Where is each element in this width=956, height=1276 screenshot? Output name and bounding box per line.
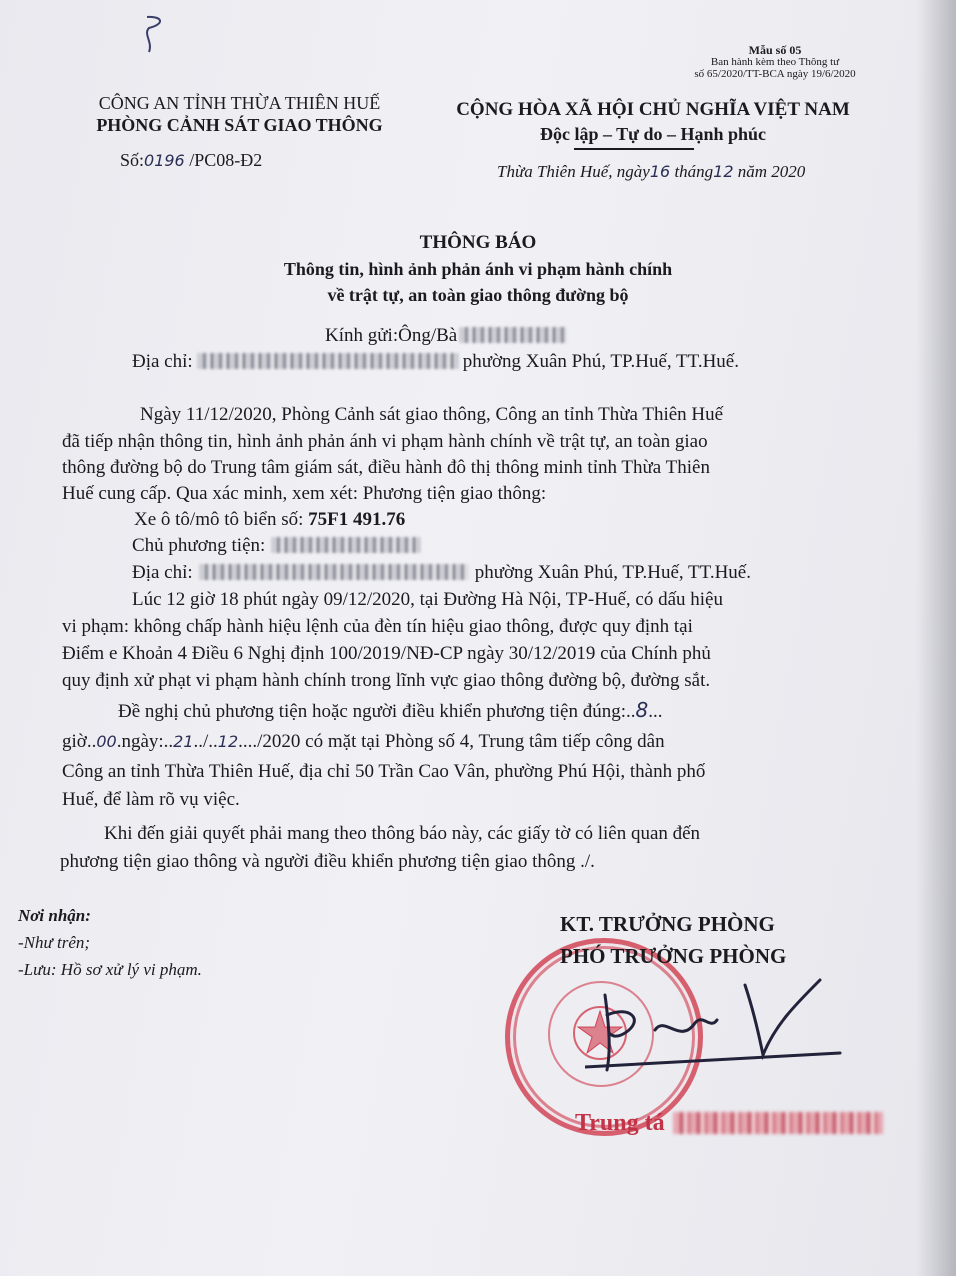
date-day: 16 xyxy=(649,162,671,181)
national-header xyxy=(418,98,888,146)
address-tail: phường Xuân Phú, TP.Huế, TT.Huế. xyxy=(462,351,739,372)
form-issued-line1: Ban hành kèm theo Thông tư xyxy=(710,56,840,68)
para4-line2: phương tiện giao thông và người điều khiển phương tiện giao thông ./. xyxy=(60,851,595,872)
owner-label: Chủ phương tiện: xyxy=(132,535,266,556)
appointment-day: 21 xyxy=(173,732,194,751)
owner-address-line xyxy=(132,559,751,586)
recipient-1: -Như trên; xyxy=(18,933,91,952)
appointment-month: 12 xyxy=(217,732,239,751)
agency-header xyxy=(62,92,417,136)
para3-line1: Đề nghị chủ phương tiện hoặc người điều khiển phương tiện đúng:..8... xyxy=(118,698,663,722)
para3-sep: ../.. xyxy=(193,731,218,752)
signer-name xyxy=(575,1110,883,1137)
plate-label: Xe ô tô/mô tô biển số: xyxy=(134,509,309,530)
document-number xyxy=(120,150,262,171)
appointment-minute: 00 xyxy=(96,732,117,751)
department-name: PHÒNG CẢNH SÁT GIAO THÔNG xyxy=(96,115,383,135)
redacted-name xyxy=(459,327,567,343)
date-month: 12 xyxy=(713,162,734,181)
para3-line4: Huế, để làm rõ vụ việc. xyxy=(62,789,240,810)
signature-line2: PHÓ TRƯỞNG PHÒNG xyxy=(560,944,787,968)
para3-line1-text: Đề nghị chủ phương tiện hoặc người điều khiển phương tiện đúng:.. xyxy=(118,701,636,722)
para3-line2-tail: ..../2020 có mặt tại Phòng số 4, Trung tâm tiếp công dân xyxy=(238,731,665,752)
signature-line1: KT. TRƯỞNG PHÒNG xyxy=(560,912,775,936)
para3-line2 xyxy=(62,728,665,755)
para1-line4: Huế cung cấp. Qua xác minh, xem xét: Phương tiện giao thông: xyxy=(62,483,547,504)
signature-title xyxy=(560,908,786,972)
plate-number: 75F1 491.76 xyxy=(308,509,406,530)
redacted-signer-name xyxy=(673,1112,883,1134)
addressee-address xyxy=(132,348,739,375)
date-place: Thừa Thiên Huế, ngày xyxy=(497,162,650,181)
doc-no-label: Số: xyxy=(120,150,145,170)
doc-no-suffix: /PC08-Đ2 xyxy=(189,150,263,170)
signer-rank: Trung tá xyxy=(575,1110,665,1136)
date-month-label: tháng xyxy=(674,162,714,181)
date-year: năm 2020 xyxy=(737,162,806,181)
para3-gio: giờ.. xyxy=(62,731,97,752)
para2-line1: Lúc 12 giờ 18 phút ngày 09/12/2020, tại Đường Hà Nội, TP-Huế, có dấu hiệu xyxy=(132,589,723,610)
agency-name: CÔNG AN TỈNH THỪA THIÊN HUẾ xyxy=(98,93,381,113)
owner-line xyxy=(132,532,421,559)
para1-line2: đã tiếp nhận thông tin, hình ảnh phản ánh vi phạm hành chính về trật tự, an toàn giao xyxy=(62,431,708,452)
para1-line1: Ngày 11/12/2020, Phòng Cảnh sát giao thông, Công an tỉnh Thừa Thiên Huế xyxy=(140,404,724,425)
doc-no-handwritten: 0196 xyxy=(144,151,185,170)
para3-line3: Công an tỉnh Thừa Thiên Huế, địa chỉ 50 Trần Cao Vân, phường Phú Hội, thành phố xyxy=(62,761,706,782)
title-main: THÔNG BÁO xyxy=(419,232,537,253)
form-issued-line2: số 65/2020/TT-BCA ngày 19/6/2020 xyxy=(694,68,856,80)
recipient-2: -Lưu: Hồ sơ xử lý vi phạm. xyxy=(18,960,202,979)
address-label: Địa chỉ: xyxy=(132,351,193,372)
redacted-owner-address xyxy=(199,564,469,580)
addressee-line xyxy=(325,322,567,349)
para2-line4: quy định xử phạt vi phạm hành chính trong lĩnh vực giao thông đường bộ, đường sắt. xyxy=(62,670,711,691)
form-number: Mẫu số 05 xyxy=(748,43,802,57)
page-edge-shadow xyxy=(916,0,956,1276)
plate-line xyxy=(134,506,405,533)
ink-mark-icon xyxy=(135,12,180,57)
para3-ngay: .ngày:.. xyxy=(116,731,174,752)
title-sub1: Thông tin, hình ảnh phản ánh vi phạm hành chính xyxy=(283,259,673,279)
form-number-block xyxy=(690,44,860,80)
para2-line2: vi phạm: không chấp hành hiệu lệnh của đèn tín hiệu giao thông, được quy định tại xyxy=(62,616,693,637)
handwritten-signature-icon xyxy=(585,975,845,1085)
nation-motto: Độc lập – Tự do – Hạnh phúc xyxy=(539,124,767,144)
para4-line1: Khi đến giải quyết phải mang theo thông báo này, các giấy tờ có liên quan đến xyxy=(104,823,701,844)
redacted-address xyxy=(197,353,459,369)
title-sub2: về trật tự, an toàn giao thông đường bộ xyxy=(327,285,629,305)
appointment-hour: 8 xyxy=(635,698,649,722)
date-line xyxy=(497,162,805,182)
motto-underline xyxy=(574,148,694,150)
owner-address-tail: phường Xuân Phú, TP.Huế, TT.Huế. xyxy=(474,562,751,583)
notice-title xyxy=(0,230,956,308)
redacted-owner xyxy=(271,537,421,553)
recipients-block xyxy=(18,902,202,983)
nation-name: CỘNG HÒA XÃ HỘI CHỦ NGHĨA VIỆT NAM xyxy=(456,99,850,120)
owner-address-label: Địa chỉ: xyxy=(132,562,193,583)
para1-line3: thông đường bộ do Trung tâm giám sát, điều hành đô thị thông minh tỉnh Thừa Thiên xyxy=(62,457,710,478)
recipients-label: Nơi nhận: xyxy=(18,906,91,925)
kinh-gui: Kính gửi:Ông/Bà xyxy=(325,325,458,346)
para2-line3: Điểm e Khoản 4 Điều 6 Nghị định 100/2019/NĐ-CP ngày 30/12/2019 của Chính phủ xyxy=(62,643,711,664)
